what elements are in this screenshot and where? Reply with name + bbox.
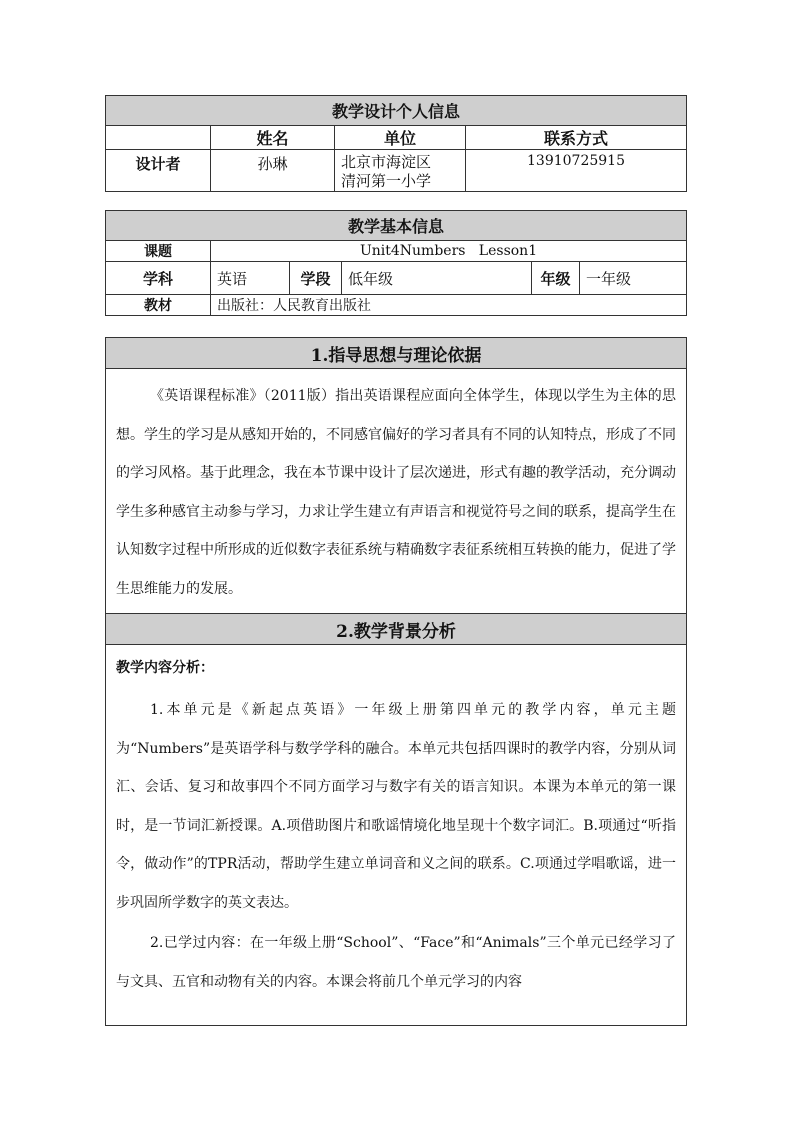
grade-value: 一年级	[580, 262, 687, 295]
grade-label: 年级	[532, 262, 580, 295]
subject-value: 英语	[211, 262, 290, 295]
section1-paragraph: 《英语课程标准》（2011版）指出英语课程应面向全体学生，体现以学生为主体的思想。学生的学习是从感知开始的，不同感官偏好的学习者具有不同的认知特点，形成了不同的学习风格。基于此理念，我在本节课中设计了层次递进，形式有趣的教学活动，充分调动学生多种感官主动参与学习，力求让学生建立有声语言和视觉符号之间的联系，提高学生在认知数字过程中所形成的近似数字表征系统与精确数字表征系统相互转换的能力，促进了学生思维能力的发展。	[116, 388, 676, 597]
section2-paragraph2: 2.已学过内容：在一年级上册“School”、“Face”和“Animals”三个单元已经学习了与文具、五官和动物有关的内容。本课会将前几个单元学习的内容	[116, 935, 676, 990]
designer-name: 孙琳	[211, 150, 335, 192]
unit-line-2: 清河第一小学	[341, 172, 432, 190]
section2-body	[106, 645, 687, 1026]
stage-value: 低年级	[342, 262, 532, 295]
topic-value: Unit4Numbers Lesson1	[211, 241, 687, 262]
personal-info-title: 教学设计个人信息	[106, 96, 687, 126]
contact-header: 联系方式	[466, 126, 687, 150]
designer-label: 设计者	[106, 150, 211, 192]
designer-unit	[335, 150, 466, 192]
section2-title: 2.教学背景分析	[106, 614, 687, 645]
designer-phone: 13910725915	[466, 150, 687, 192]
material-value: 出版社：人民教育出版社	[211, 295, 687, 316]
stage-label: 学段	[290, 262, 342, 295]
section1-body	[106, 369, 687, 614]
section2-paragraph1: 1.本单元是《新起点英语》一年级上册第四单元的教学内容，单元主题为“Numbers”是英语学科与数学学科的融合。本单元共包括四课时的教学内容，分别从词汇、会话、复习和故事四个不同方面学习与数字有关的语言知识。本课为本单元的第一课时，是一节词汇新授课。A.项借助图片和歌谣情境化地呈现十个数字词汇。B.项通过“听指令，做动作”的TPR活动，帮助学生建立单词音和义之间的联系。C.项通过学唱歌谣，进一步巩固所学数字的英文表达。	[116, 702, 676, 911]
unit-header: 单位	[335, 126, 466, 150]
empty-header-cell	[106, 126, 211, 150]
topic-label: 课题	[106, 241, 211, 262]
subject-label: 学科	[106, 262, 211, 295]
section2-subheading: 教学内容分析：	[116, 660, 214, 676]
material-label: 教材	[106, 295, 211, 316]
section1-title: 1.指导思想与理论依据	[106, 338, 687, 369]
name-header: 姓名	[211, 126, 335, 150]
personal-info-table	[105, 95, 687, 192]
basic-info-title: 教学基本信息	[106, 211, 687, 241]
basic-info-table	[105, 210, 687, 316]
unit-line-1: 北京市海淀区	[341, 153, 432, 171]
content-table	[105, 337, 687, 1026]
